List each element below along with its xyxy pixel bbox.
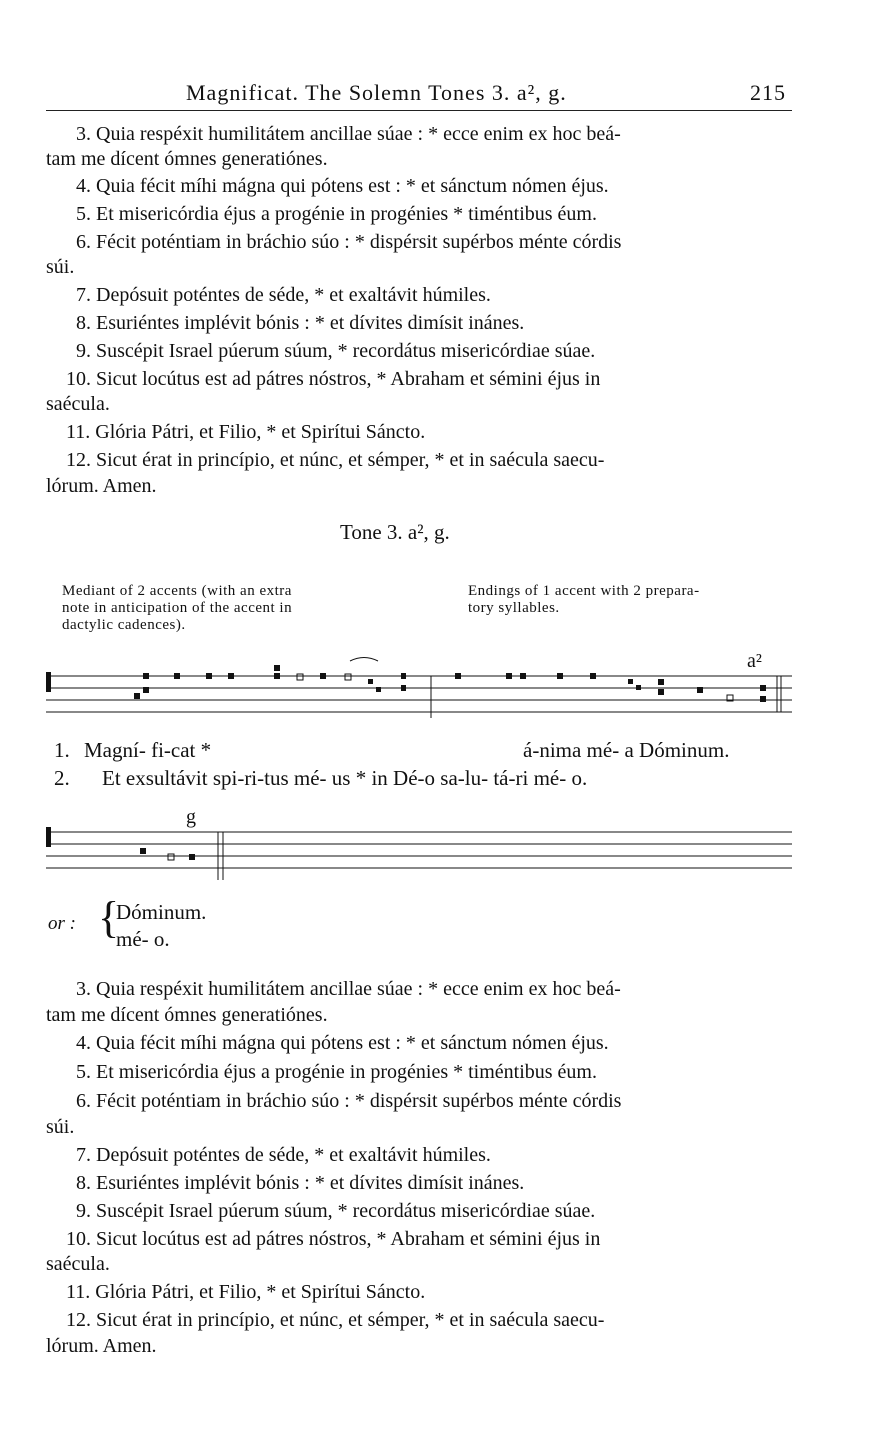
ending-label-g: g — [186, 806, 196, 828]
verse2-6: 6. Fécit poténtiam in bráchio súo : * dispérsit supérbos ménte córdis — [76, 1090, 622, 1112]
slur-mark — [350, 658, 378, 662]
mediant-note: Mediant of 2 accents (with an extra note in anticipation of the accent in dactylic cadences). — [62, 583, 293, 633]
verse-6-cont: súi. — [46, 256, 75, 278]
verse-4: 4. Quia fécit míhi mágna qui pótens est : * et sánctum nómen éjus. — [76, 175, 609, 197]
or-label: or : — [48, 913, 76, 934]
brace-icon: { — [98, 893, 120, 942]
verse-6: 6. Fécit poténtiam in bráchio súo : * dispérsit supérbos ménte córdis — [76, 231, 622, 253]
or-word-1: Dóminum. — [116, 900, 207, 924]
verse2-9: 9. Suscépit Israel púerum súum, * recordátus misericórdiae súae. — [76, 1200, 596, 1222]
verse2-8: 8. Esuriéntes implévit bónis : * et dívites dimísit inánes. — [76, 1172, 525, 1194]
verse2-3: 3. Quia respéxit humilitátem ancillae súae : * ecce enim ex hoc beá- — [76, 978, 621, 1000]
tone-title: Tone 3. a², g. — [340, 520, 450, 544]
verse2-6-cont: súi. — [46, 1116, 75, 1138]
verse2-12-cont: lórum. Amen. — [46, 1335, 157, 1357]
verse2-12: 12. Sicut érat in princípio, et núnc, et sémper, * et in saécula saecu- — [66, 1309, 605, 1331]
verse2-4: 4. Quia fécit míhi mágna qui pótens est : * et sánctum nómen éjus. — [76, 1032, 609, 1054]
or-word-2: mé- o. — [116, 927, 170, 951]
staff-1-notes — [134, 665, 766, 702]
lyric-line-2: Et exsultávit spi-ri-tus mé- us * in Dé-o sa-lu- tá-ri mé- o. — [102, 766, 588, 790]
verse2-10-cont: saécula. — [46, 1253, 110, 1275]
verse-3-cont: tam me dícent ómnes generatiónes. — [46, 148, 328, 170]
lyric-line-1-ending: á-nima mé- a Dóminum. — [523, 738, 730, 762]
lyric-line-1-mediant: Magní- fi-cat * — [84, 738, 212, 762]
staff-2 — [46, 832, 792, 868]
lyric-line-1-num: 1. — [54, 738, 70, 762]
page-number: 215 — [750, 80, 786, 105]
verse2-10: 10. Sicut locútus est ad pátres nóstros, * Abraham et sémini éjus in — [66, 1228, 601, 1250]
verse-12: 12. Sicut érat in princípio, et núnc, et sémper, * et in saécula saecu- — [66, 449, 605, 471]
c-clef-icon — [46, 672, 51, 692]
staff-1 — [46, 676, 792, 712]
verse-10-cont: saécula. — [46, 393, 110, 415]
verse-9: 9. Suscépit Israel púerum súum, * recordátus misericórdiae súae. — [76, 340, 596, 362]
verse-5: 5. Et misericórdia éjus a progénie in progénies * timéntibus éum. — [76, 203, 597, 225]
running-title: Magnificat. The Solemn Tones 3. a², g. — [186, 80, 567, 105]
verse-10: 10. Sicut locútus est ad pátres nóstros, * Abraham et sémini éjus in — [66, 368, 601, 390]
verse2-11: 11. Glória Pátri, et Filio, * et Spirítui Sáncto. — [66, 1281, 426, 1303]
verse2-5: 5. Et misericórdia éjus a progénie in progénies * timéntibus éum. — [76, 1061, 597, 1083]
verse-11: 11. Glória Pátri, et Filio, * et Spirítui Sáncto. — [66, 421, 426, 443]
verse2-7: 7. Depósuit poténtes de séde, * et exaltávit húmiles. — [76, 1144, 491, 1166]
verse-8: 8. Esuriéntes implévit bónis : * et dívites dimísit inánes. — [76, 312, 525, 334]
staff-2-cava — [168, 854, 174, 860]
ending-label-a2: a² — [747, 650, 762, 672]
ending-note: Endings of 1 accent with 2 prepara- tory syllables. — [468, 583, 700, 616]
verse-3: 3. Quia respéxit humilitátem ancillae súae : * ecce enim ex hoc beá- — [76, 123, 621, 145]
lyric-line-2-num: 2. — [54, 766, 70, 790]
verse-7: 7. Depósuit poténtes de séde, * et exaltávit húmiles. — [76, 284, 491, 306]
verse-12-cont: lórum. Amen. — [46, 475, 157, 497]
verse2-3-cont: tam me dícent ómnes generatiónes. — [46, 1004, 328, 1026]
c-clef-icon-2 — [46, 827, 51, 847]
